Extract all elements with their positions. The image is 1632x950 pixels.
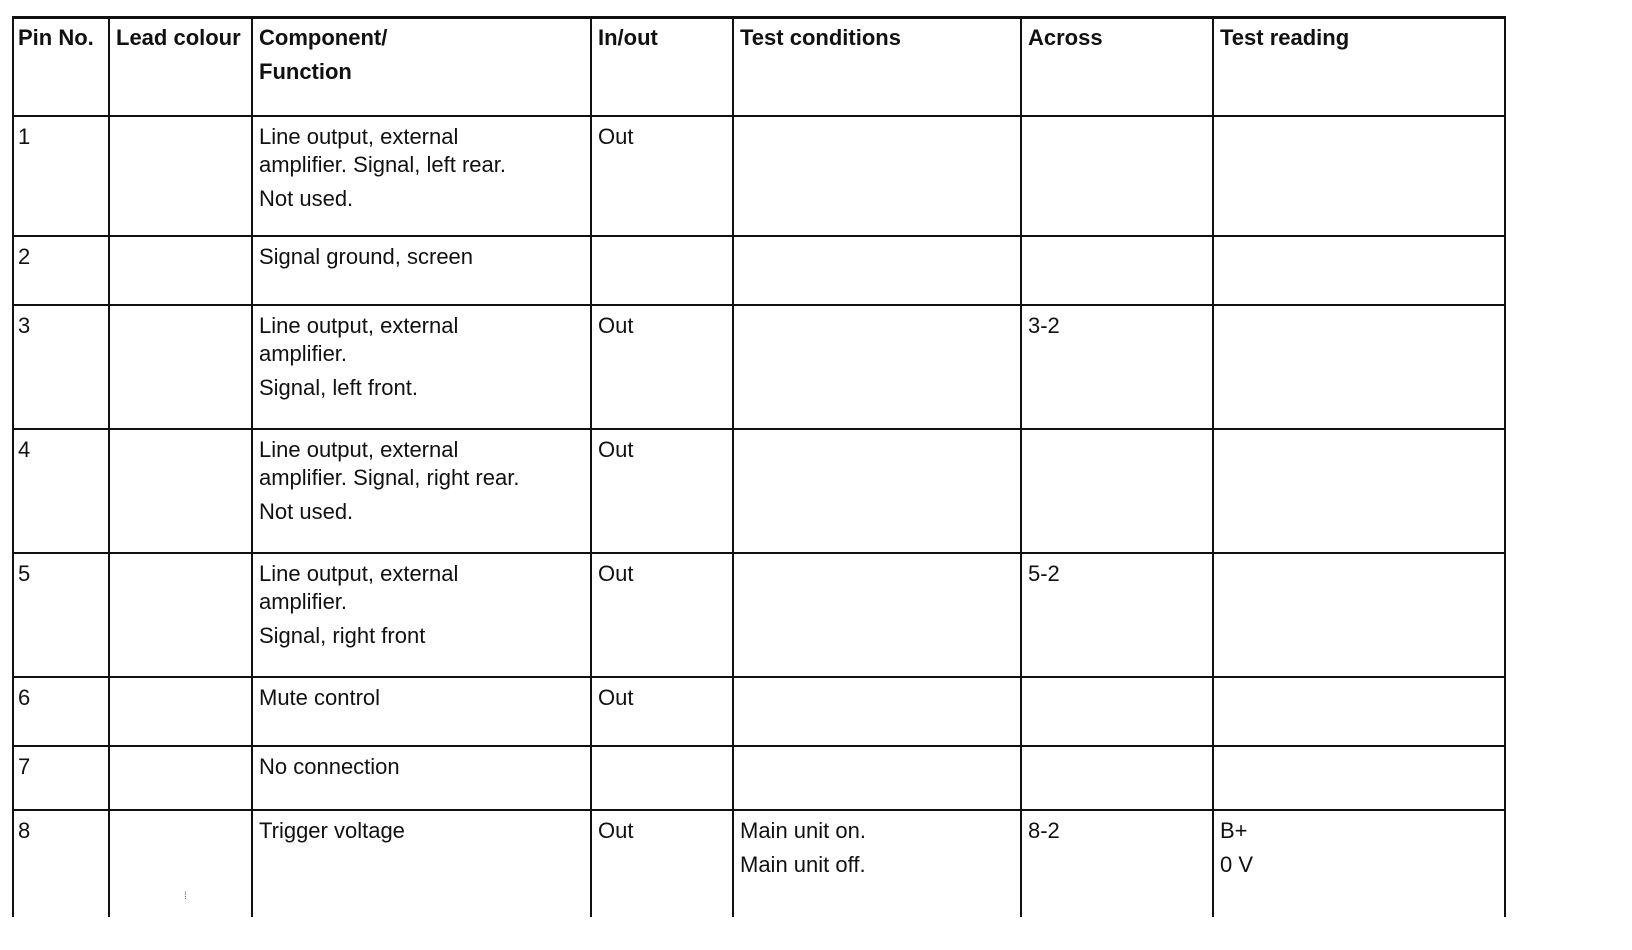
lead-colour-cell — [109, 746, 252, 810]
component-line: amplifier. — [259, 589, 348, 614]
test-reading-line: 0 V — [1220, 852, 1254, 877]
page-marker: ⁞ — [184, 891, 187, 902]
in-out-cell: Out — [591, 305, 733, 429]
pin-number-cell: 2 — [13, 236, 109, 305]
test-reading-cell — [1213, 236, 1505, 305]
component-line: Signal, right front — [259, 623, 426, 648]
across-cell — [1021, 116, 1213, 236]
component-function-cell — [252, 116, 591, 236]
across-cell — [1021, 677, 1213, 746]
test-reading-cell — [1213, 553, 1505, 677]
component-line: Line output, external — [259, 124, 459, 149]
component-function-cell — [252, 746, 591, 810]
table-row — [13, 553, 1505, 677]
pin-number-cell: 7 — [13, 746, 109, 810]
test-reading-cell — [1213, 810, 1505, 917]
header-test-conditions: Test conditions — [733, 18, 1021, 117]
across-cell: 5-2 — [1021, 553, 1213, 677]
component-function-cell — [252, 677, 591, 746]
in-out-cell: Out — [591, 429, 733, 553]
test-reading-cell — [1213, 116, 1505, 236]
header-across: Across — [1021, 18, 1213, 117]
table-row — [13, 429, 1505, 553]
component-line: Mute control — [259, 685, 381, 710]
across-cell — [1021, 236, 1213, 305]
test-conditions-cell — [733, 810, 1021, 917]
across-cell — [1021, 746, 1213, 810]
component-line: Not used. — [259, 499, 354, 524]
across-cell: 8-2 — [1021, 810, 1213, 917]
header-in-out: In/out — [591, 18, 733, 117]
pin-rows — [13, 116, 1505, 917]
test-conditions-cell — [733, 429, 1021, 553]
test-conditions-cell — [733, 553, 1021, 677]
test-reading-cell — [1213, 746, 1505, 810]
table-row — [13, 305, 1505, 429]
component-line: Signal ground, screen — [259, 244, 474, 269]
header-row — [13, 18, 1505, 117]
pin-number-cell: 8 — [13, 810, 109, 917]
header-component-line-1: Component/ — [259, 25, 388, 50]
test-conditions-cell — [733, 677, 1021, 746]
lead-colour-cell — [109, 429, 252, 553]
header-lead-colour: Lead colour — [109, 18, 252, 117]
test-condition-line: Main unit on. — [740, 818, 866, 843]
test-condition-line: Main unit off. — [740, 852, 866, 877]
component-line: Line output, external — [259, 437, 459, 462]
pin-number-cell: 3 — [13, 305, 109, 429]
lead-colour-cell — [109, 677, 252, 746]
test-conditions-cell — [733, 305, 1021, 429]
component-function-cell — [252, 810, 591, 917]
table-row — [13, 236, 1505, 305]
header-pin-no: Pin No. — [13, 18, 109, 117]
component-line: Line output, external — [259, 313, 459, 338]
in-out-cell — [591, 236, 733, 305]
component-function-cell — [252, 236, 591, 305]
test-reading-line: B+ — [1220, 818, 1248, 843]
component-function-cell — [252, 429, 591, 553]
component-line: Trigger voltage — [259, 818, 405, 843]
across-cell — [1021, 429, 1213, 553]
component-line: amplifier. — [259, 341, 348, 366]
component-line: amplifier. Signal, left rear. — [259, 152, 507, 177]
pin-number-cell: 1 — [13, 116, 109, 236]
in-out-cell: Out — [591, 810, 733, 917]
header-test-reading: Test reading — [1213, 18, 1505, 117]
component-line: Line output, external — [259, 561, 459, 586]
header-component-function — [252, 18, 591, 117]
test-reading-cell — [1213, 677, 1505, 746]
lead-colour-cell — [109, 236, 252, 305]
component-function-cell — [252, 553, 591, 677]
header-component-line-2: Function — [259, 59, 352, 84]
lead-colour-cell — [109, 553, 252, 677]
pin-table — [12, 16, 1506, 917]
test-reading-cell — [1213, 305, 1505, 429]
in-out-cell: Out — [591, 553, 733, 677]
test-conditions-cell — [733, 746, 1021, 810]
pin-number-cell: 5 — [13, 553, 109, 677]
component-line: Not used. — [259, 186, 354, 211]
table-row — [13, 116, 1505, 236]
test-conditions-cell — [733, 236, 1021, 305]
across-cell: 3-2 — [1021, 305, 1213, 429]
test-conditions-cell — [733, 116, 1021, 236]
test-reading-cell — [1213, 429, 1505, 553]
lead-colour-cell — [109, 116, 252, 236]
table-row — [13, 746, 1505, 810]
lead-colour-cell — [109, 810, 252, 917]
in-out-cell: Out — [591, 116, 733, 236]
in-out-cell: Out — [591, 677, 733, 746]
table-row — [13, 810, 1505, 917]
component-line: No connection — [259, 754, 400, 779]
component-function-cell — [252, 305, 591, 429]
component-line: amplifier. Signal, right rear. — [259, 465, 520, 490]
pin-number-cell: 6 — [13, 677, 109, 746]
table-row — [13, 677, 1505, 746]
pin-number-cell: 4 — [13, 429, 109, 553]
component-line: Signal, left front. — [259, 375, 418, 400]
in-out-cell — [591, 746, 733, 810]
lead-colour-cell — [109, 305, 252, 429]
